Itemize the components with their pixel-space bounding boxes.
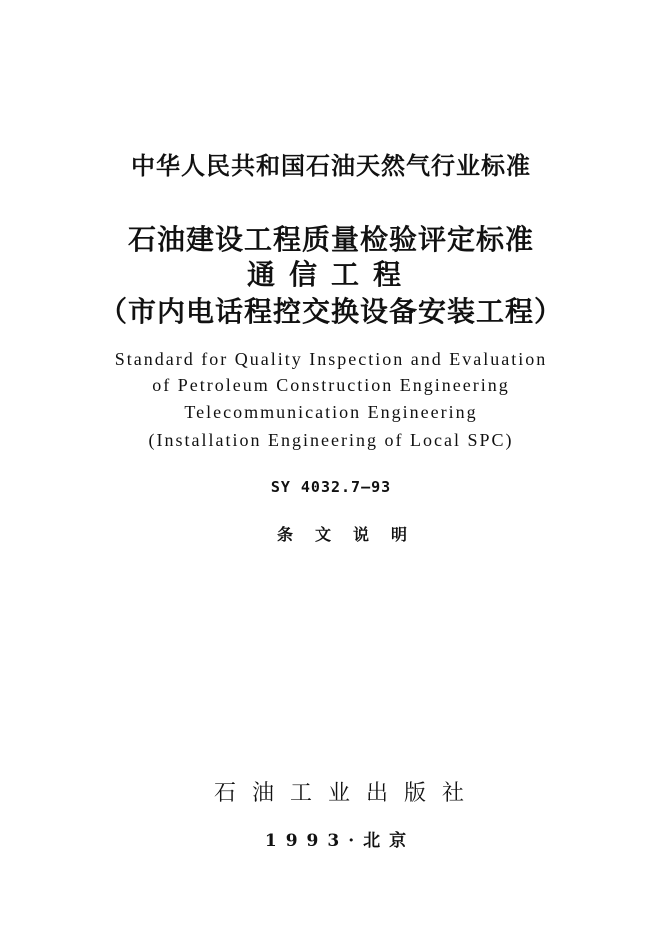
explanatory-notes-label: 条文说明 xyxy=(276,525,429,544)
title-en-line-2: of Petroleum Construction Engineering xyxy=(152,375,510,395)
publication-year-city: 1993·北京 xyxy=(264,831,416,851)
title-en-line-4: (Installation Engineering of Local SPC) xyxy=(148,430,514,450)
title-en-line-1: Standard for Quality Inspection and Evaluation xyxy=(114,349,548,369)
standard-code: SY 4032.7—93 xyxy=(270,478,392,496)
title-cn-line-2: 通信工程 xyxy=(246,258,415,291)
title-cn-line-3: （市内电话程控交换设备安装工程） xyxy=(98,295,563,328)
title-en-line-3: Telecommunication Engineering xyxy=(184,402,478,422)
title-cn-line-1: 石油建设工程质量检验评定标准 xyxy=(127,223,534,256)
publisher-name: 石油工业出版社 xyxy=(213,781,480,806)
industry-standard-heading: 中华人民共和国石油天然气行业标准 xyxy=(131,151,531,180)
